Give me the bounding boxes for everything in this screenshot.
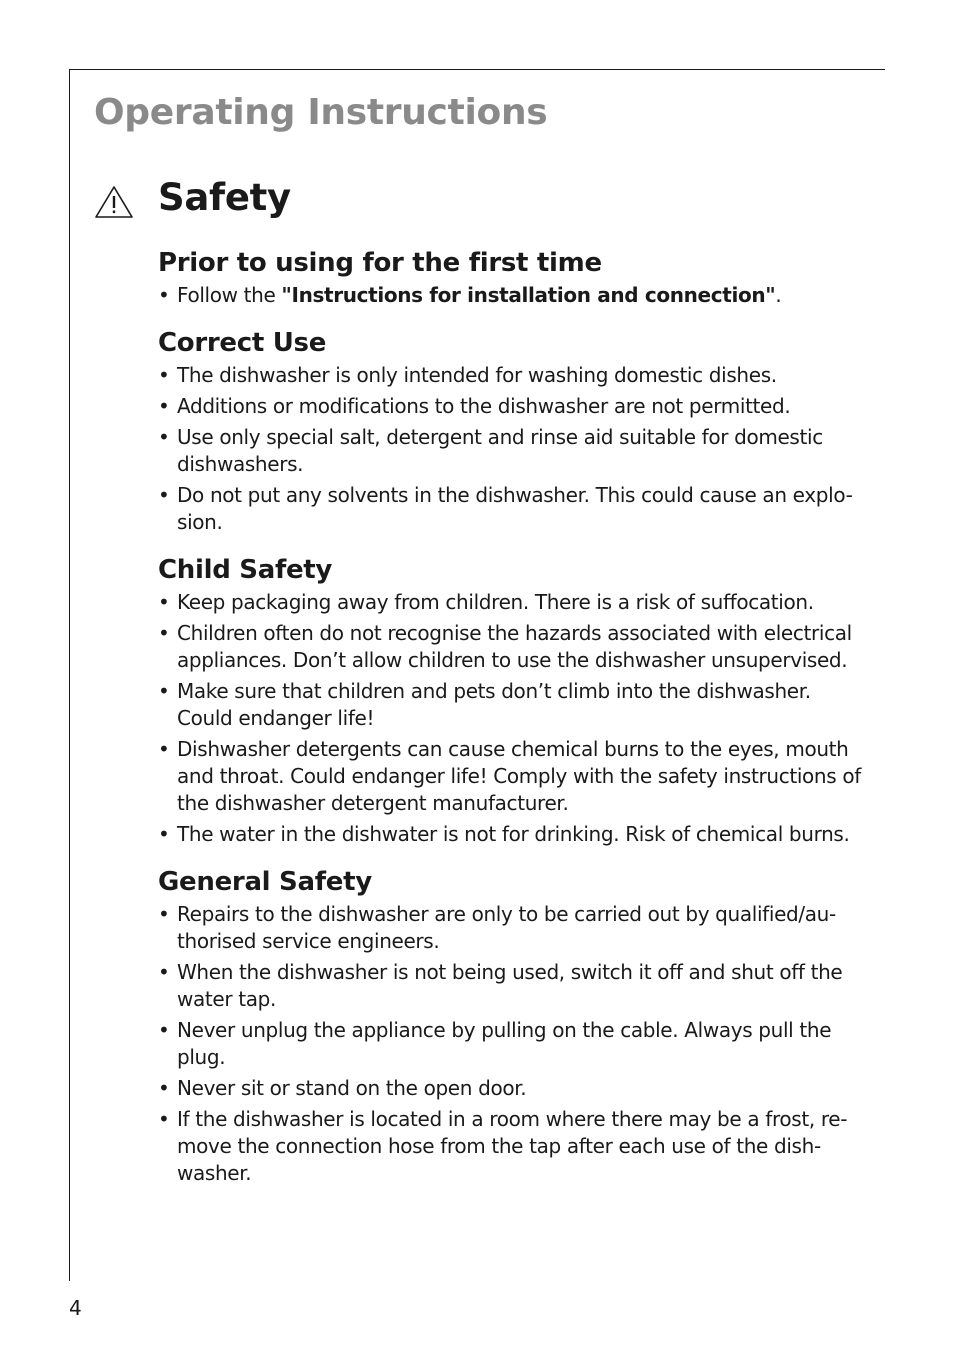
list-item-text: Never sit or stand on the open door. [177, 1076, 527, 1100]
bullet: • [158, 679, 170, 703]
correct-use-heading: Correct Use [158, 328, 327, 358]
list-item-text: Never unplug the appliance by pulling on the cable. Always pull the plug. [177, 1018, 832, 1069]
left-rule [69, 69, 70, 1281]
warning-triangle-icon [94, 184, 134, 220]
prior-group [158, 244, 870, 309]
list-item-text: Additions or modifications to the dishwasher are not permitted. [177, 394, 791, 418]
correct-use-group [158, 324, 870, 536]
list-item [158, 393, 870, 420]
list-item [158, 620, 870, 674]
prior-text-before: Follow the [177, 283, 282, 307]
page-number: 4 [69, 1296, 82, 1320]
top-rule [69, 69, 885, 70]
list-item-text: Children often do not recognise the hazards associated with electrical appliances. Don’t allow children to use the dishwasher unsupervised. [177, 621, 852, 672]
list-item [158, 282, 870, 309]
list-item-text: Dishwasher detergents can cause chemical burns to the eyes, mouth and throat. Could endanger life! Comply with the safety instructions of the dishwasher detergent manufacturer. [177, 737, 861, 815]
list-item [158, 362, 870, 389]
bullet: • [158, 483, 170, 507]
list-item-text: The dishwasher is only intended for washing domestic dishes. [177, 363, 777, 387]
bullet: • [158, 960, 170, 984]
list-item [158, 589, 870, 616]
child-safety-list [158, 589, 870, 848]
bullet: • [158, 363, 170, 387]
page-title: Operating Instructions [94, 92, 548, 133]
child-safety-heading: Child Safety [158, 555, 333, 585]
bullet: • [158, 283, 170, 307]
bullet: • [158, 425, 170, 449]
bullet: • [158, 621, 170, 645]
section-title: Safety [158, 176, 291, 219]
prior-text-bold: "Instructions for installation and connection" [281, 283, 776, 307]
list-item [158, 424, 870, 478]
bullet: • [158, 394, 170, 418]
correct-use-list [158, 362, 870, 536]
prior-heading: Prior to using for the first time [158, 248, 602, 278]
prior-list [158, 282, 870, 309]
bullet: • [158, 1107, 170, 1131]
bullet: • [158, 902, 170, 926]
list-item [158, 821, 870, 848]
general-safety-list [158, 901, 870, 1187]
bullet: • [158, 1076, 170, 1100]
general-safety-group [158, 863, 870, 1187]
list-item [158, 1075, 870, 1102]
list-item [158, 678, 870, 732]
list-item [158, 482, 870, 536]
bullet: • [158, 590, 170, 614]
bullet: • [158, 737, 170, 761]
list-item-text: Use only special salt, detergent and rinse aid suitable for domestic dishwashers. [177, 425, 823, 476]
list-item-text: Make sure that children and pets don’t climb into the dishwasher. Could endanger life! [177, 679, 811, 730]
list-item-text: Do not put any solvents in the dishwasher. This could cause an explo-sion. [177, 483, 853, 534]
list-item-text: The water in the dishwater is not for drinking. Risk of chemical burns. [177, 822, 850, 846]
list-item [158, 901, 870, 955]
list-item-text: Repairs to the dishwasher are only to be carried out by qualified/au-thorised service engineers. [177, 902, 836, 953]
list-item [158, 736, 870, 817]
list-item [158, 1017, 870, 1071]
bullet: • [158, 1018, 170, 1042]
list-item-text: When the dishwasher is not being used, switch it off and shut off the water tap. [177, 960, 843, 1011]
list-item [158, 959, 870, 1013]
general-safety-heading: General Safety [158, 867, 372, 897]
content [158, 244, 870, 1202]
list-item-text: If the dishwasher is located in a room where there may be a frost, re-move the connection hose from the tap after each use of the dish-washer. [177, 1107, 848, 1185]
list-item-text: Keep packaging away from children. There is a risk of suffocation. [177, 590, 814, 614]
bullet: • [158, 822, 170, 846]
prior-text-after: . [775, 283, 782, 307]
child-safety-group [158, 551, 870, 848]
list-item [158, 1106, 870, 1187]
